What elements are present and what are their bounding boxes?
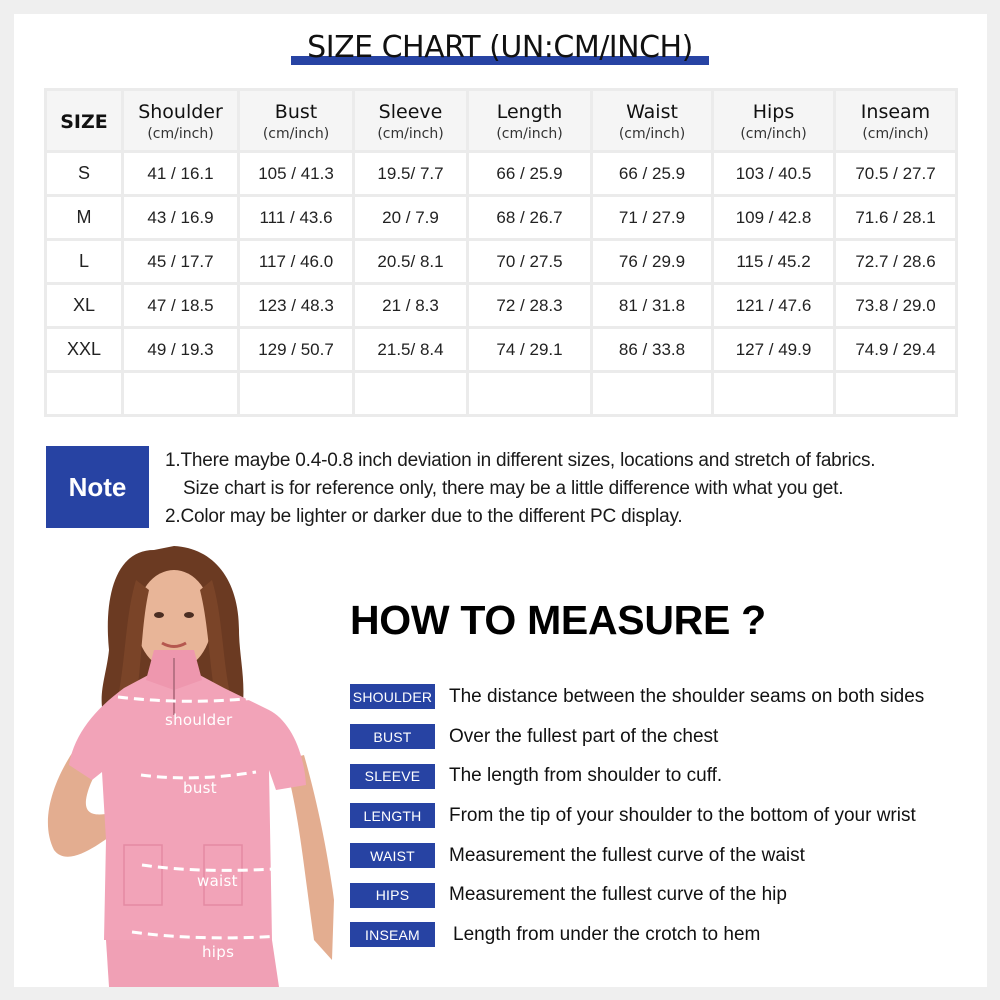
figure-label-shoulder: shoulder xyxy=(165,711,233,729)
table-cell: 66 / 25.9 xyxy=(592,152,713,196)
measure-badge: WAIST xyxy=(350,843,435,868)
measure-description: Length from under the crotch to hem xyxy=(453,923,761,945)
table-cell: 20.5/ 8.1 xyxy=(354,240,468,284)
measure-item-waist xyxy=(350,836,970,876)
table-cell: 74 / 29.1 xyxy=(468,328,592,372)
column-header-hips: Hips (cm/inch) xyxy=(713,90,835,152)
table-cell: 21 / 8.3 xyxy=(354,284,468,328)
table-cell: 70.5 / 27.7 xyxy=(835,152,957,196)
measure-item-hips xyxy=(350,875,970,915)
measure-badge: SHOULDER xyxy=(350,684,435,709)
table-cell: 86 / 33.8 xyxy=(592,328,713,372)
note-line-1-continued: Size chart is for reference only, there may be a little difference with what you get. xyxy=(183,478,844,499)
measure-badge: SLEEVE xyxy=(350,764,435,789)
table-row xyxy=(46,284,957,328)
table-cell: 68 / 26.7 xyxy=(468,196,592,240)
table-cell: 47 / 18.5 xyxy=(123,284,239,328)
figure-label-bust: bust xyxy=(183,779,217,797)
column-header-waist: Waist (cm/inch) xyxy=(592,90,713,152)
table-cell: 19.5/ 7.7 xyxy=(354,152,468,196)
table-cell: 72.7 / 28.6 xyxy=(835,240,957,284)
measure-item-length xyxy=(350,796,970,836)
table-cell: 70 / 27.5 xyxy=(468,240,592,284)
table-cell: 71.6 / 28.1 xyxy=(835,196,957,240)
size-cell: XL xyxy=(46,284,123,328)
measure-item-shoulder xyxy=(350,677,970,717)
size-chart-title xyxy=(291,30,709,70)
table-header-row xyxy=(46,90,957,152)
table-row-empty xyxy=(46,372,957,416)
column-header-length: Length (cm/inch) xyxy=(468,90,592,152)
table-cell: 111 / 43.6 xyxy=(239,196,354,240)
table-cell: 20 / 7.9 xyxy=(354,196,468,240)
table-cell: 71 / 27.9 xyxy=(592,196,713,240)
model-figure-image xyxy=(14,540,334,987)
measure-description: Measurement the fullest curve of the hip xyxy=(449,884,787,906)
table-cell xyxy=(468,372,592,416)
table-cell: 121 / 47.6 xyxy=(713,284,835,328)
table-cell: 21.5/ 8.4 xyxy=(354,328,468,372)
table-cell: 72 / 28.3 xyxy=(468,284,592,328)
measure-description: Measurement the fullest curve of the waist xyxy=(449,844,805,866)
table-cell xyxy=(592,372,713,416)
table-cell xyxy=(123,372,239,416)
size-cell: S xyxy=(46,152,123,196)
column-header-size: SIZE xyxy=(46,90,123,152)
table-cell: 76 / 29.9 xyxy=(592,240,713,284)
table-cell: 123 / 48.3 xyxy=(239,284,354,328)
table-cell: 41 / 16.1 xyxy=(123,152,239,196)
table-cell: 73.8 / 29.0 xyxy=(835,284,957,328)
note-line-2: 2.Color may be lighter or darker due to the different PC display. xyxy=(165,506,683,527)
table-cell: 74.9 / 29.4 xyxy=(835,328,957,372)
table-cell: 103 / 40.5 xyxy=(713,152,835,196)
table-cell xyxy=(354,372,468,416)
table-cell: 105 / 41.3 xyxy=(239,152,354,196)
table-cell: 66 / 25.9 xyxy=(468,152,592,196)
table-cell: 115 / 45.2 xyxy=(713,240,835,284)
measure-item-inseam xyxy=(350,915,970,955)
table-row xyxy=(46,240,957,284)
page-title: SIZE CHART (UN:CM/INCH) xyxy=(307,30,693,65)
column-header-shoulder: Shoulder (cm/inch) xyxy=(123,90,239,152)
table-row xyxy=(46,328,957,372)
note-text xyxy=(165,447,965,531)
figure-label-hips: hips xyxy=(202,943,235,961)
table-cell xyxy=(239,372,354,416)
table-cell: 45 / 17.7 xyxy=(123,240,239,284)
measure-item-bust xyxy=(350,717,970,757)
column-header-inseam: Inseam (cm/inch) xyxy=(835,90,957,152)
table-cell: 129 / 50.7 xyxy=(239,328,354,372)
measure-badge: LENGTH xyxy=(350,803,435,828)
measure-description: The length from shoulder to cuff. xyxy=(449,765,723,787)
measure-badge: HIPS xyxy=(350,883,435,908)
table-cell: 109 / 42.8 xyxy=(713,196,835,240)
table-cell xyxy=(713,372,835,416)
note-line-1: 1.There maybe 0.4-0.8 inch deviation in different sizes, locations and stretch of fabrics. xyxy=(165,450,876,471)
column-header-sleeve: Sleeve (cm/inch) xyxy=(354,90,468,152)
table-cell: 49 / 19.3 xyxy=(123,328,239,372)
measure-item-sleeve xyxy=(350,756,970,796)
table-row xyxy=(46,152,957,196)
measure-badge: BUST xyxy=(350,724,435,749)
measure-description: Over the fullest part of the chest xyxy=(449,725,719,747)
model-illustration-icon xyxy=(14,540,334,987)
table-cell: 117 / 46.0 xyxy=(239,240,354,284)
measure-description: From the tip of your shoulder to the bottom of your wrist xyxy=(449,804,916,826)
size-cell: L xyxy=(46,240,123,284)
size-cell: M xyxy=(46,196,123,240)
size-cell: XXL xyxy=(46,328,123,372)
figure-label-waist: waist xyxy=(197,872,238,890)
note-badge: Note xyxy=(46,446,149,528)
table-cell: 43 / 16.9 xyxy=(123,196,239,240)
how-to-measure-title: HOW TO MEASURE ? xyxy=(350,597,766,643)
table-row xyxy=(46,196,957,240)
column-header-bust: Bust (cm/inch) xyxy=(239,90,354,152)
table-cell xyxy=(835,372,957,416)
size-cell xyxy=(46,372,123,416)
table-cell: 127 / 49.9 xyxy=(713,328,835,372)
measure-list xyxy=(350,677,970,955)
size-table xyxy=(44,88,958,417)
table-cell: 81 / 31.8 xyxy=(592,284,713,328)
measure-badge: INSEAM xyxy=(350,922,435,947)
measure-description: The distance between the shoulder seams on both sides xyxy=(449,685,925,707)
